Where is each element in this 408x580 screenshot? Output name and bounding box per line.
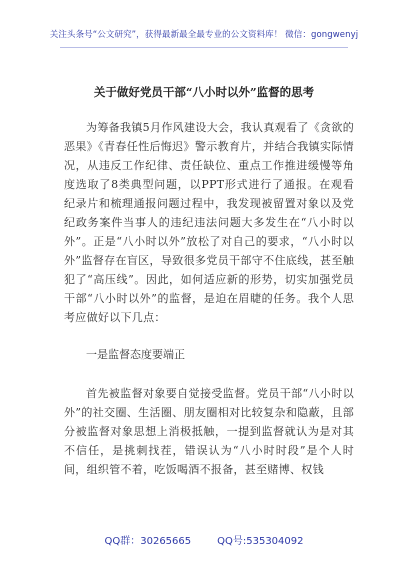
footer-qq-group: QQ群：30265665: [104, 536, 192, 547]
header-divider: [60, 47, 348, 48]
document-title: 关于做好党员干部“八小时以外”监督的思考: [93, 85, 315, 99]
paragraph-intro: 为筹备我镇5月作风建设大会，我认真观看了《贪欲的恶果》《青春任性后悔迟》警示教育片，并结合我镇实际情况，从违反工作纪律、责任缺位、重点工作推进缓慢等角度选取了8类典型问题，以PPT形式进行了通报。在观看纪录片和梳理通报问题过程中，我发现被留置对象以及党纪政务案件当事人的违纪违法问题大多发生在“八小时以外”。正是“八小时以外”放松了对自己的要求，“八小时以外”监督存在盲区，导致很多党员干部守不住底线，甚至触犯了“高压线”。因此，如何适应新的形势，切实加强党员干部“八小时以外”的监督，是迫在眉睫的任务。我个人思考应做好以下几点：: [64, 121, 354, 324]
section-heading-1: 一是监督态度要端正: [86, 348, 185, 361]
paragraph-section-1: 首先被监督对象要自觉接受监督。党员干部“八小时以外”的社交圈、生活圈、朋友圈相对比较复杂和隐蔽，且部分被监督对象思想上消极抵触，一提到监督就认为是对其不信任，是挑刺找茬，错误认为“八小时时段”是个人时间，组织管不着，吃饭喝酒不报备，甚至赌博、权钱: [64, 387, 354, 476]
document-body: [64, 118, 354, 479]
footer-qq-number: QQ号:535304092: [217, 536, 304, 547]
footer-contact: [0, 532, 408, 547]
header-promo-note: 关注头条号“公文研究”，获得最新最全最专业的公文资料库！ 微信：gongwenyj: [49, 30, 359, 40]
